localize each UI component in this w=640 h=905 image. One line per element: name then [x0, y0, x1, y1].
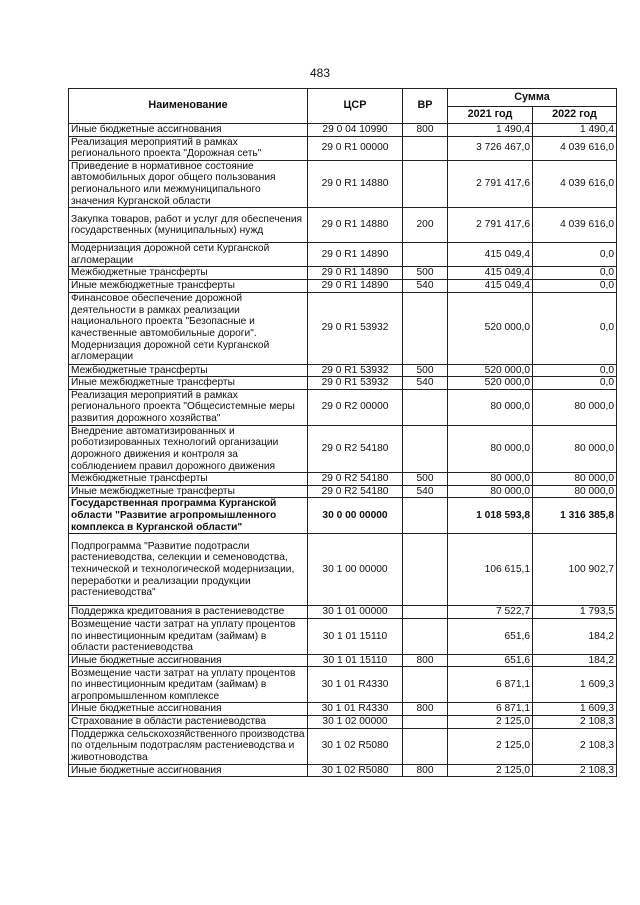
row-amount-2021: 1 018 593,8 — [448, 498, 533, 534]
row-name: Государственная программа Курганской области "Развитие агропромышленного комплекса в Курганской области" — [69, 498, 308, 534]
row-amount-2021: 520 000,0 — [448, 377, 533, 390]
row-vr — [403, 243, 448, 267]
row-csr: 29 0 R2 00000 — [308, 389, 403, 425]
row-amount-2022: 184,2 — [533, 654, 617, 667]
row-csr: 30 1 02 00000 — [308, 716, 403, 729]
row-csr: 29 0 R1 53932 — [308, 364, 403, 377]
row-name: Закупка товаров, работ и услуг для обеспечения государственных (муниципальных) нужд — [69, 208, 308, 243]
row-amount-2022: 0,0 — [533, 279, 617, 292]
row-amount-2021: 6 871,1 — [448, 667, 533, 703]
header-csr: ЦСР — [308, 89, 403, 124]
table-row — [69, 534, 617, 606]
row-amount-2022: 80 000,0 — [533, 425, 617, 472]
row-csr: 30 1 01 R4330 — [308, 667, 403, 703]
row-vr — [403, 292, 448, 364]
row-name: Межбюджетные трансферты — [69, 364, 308, 377]
row-amount-2022: 4 039 616,0 — [533, 208, 617, 243]
row-name: Иные межбюджетные трансферты — [69, 279, 308, 292]
row-amount-2021: 2 125,0 — [448, 716, 533, 729]
header-year-2022: 2022 год — [533, 107, 617, 124]
row-vr — [403, 618, 448, 654]
row-amount-2021: 520 000,0 — [448, 364, 533, 377]
table-row — [69, 425, 617, 472]
row-csr: 29 0 R1 53932 — [308, 377, 403, 390]
row-amount-2021: 415 049,4 — [448, 267, 533, 280]
table-row — [69, 667, 617, 703]
row-csr: 30 1 00 00000 — [308, 534, 403, 606]
row-name: Модернизация дорожной сети Курганской агломерации — [69, 243, 308, 267]
row-csr: 29 0 R1 00000 — [308, 136, 403, 160]
row-csr: 30 1 01 00000 — [308, 606, 403, 619]
row-vr: 500 — [403, 364, 448, 377]
header-year-2021: 2021 год — [448, 107, 533, 124]
row-name: Приведение в нормативное состояние автомобильных дорог общего пользования регионального или межмуниципального значения Курганской области — [69, 160, 308, 207]
page-number: 483 — [309, 66, 331, 80]
row-name: Внедрение автоматизированных и роботизированных технологий организации дорожного движения и контроля за соблюдением правил дорожного движения — [69, 425, 308, 472]
row-vr — [403, 160, 448, 207]
row-vr — [403, 606, 448, 619]
table-row — [69, 208, 617, 243]
table-row — [69, 136, 617, 160]
row-name: Иные бюджетные ассигнования — [69, 703, 308, 716]
row-name: Поддержка сельскохозяйственного производства по отдельным подотраслям растениеводства и животноводства — [69, 728, 308, 764]
row-csr: 29 0 R1 14890 — [308, 267, 403, 280]
row-name: Иные межбюджетные трансферты — [69, 377, 308, 390]
row-amount-2022: 1 793,5 — [533, 606, 617, 619]
row-amount-2022: 4 039 616,0 — [533, 136, 617, 160]
row-amount-2021: 106 615,1 — [448, 534, 533, 606]
row-amount-2022: 1 609,3 — [533, 667, 617, 703]
row-amount-2022: 4 039 616,0 — [533, 160, 617, 207]
row-vr: 200 — [403, 208, 448, 243]
row-name: Подпрограмма "Развитие подотрасли растениеводства, селекции и семеноводства, технической и технологической модернизации, переработки и реализации продукции растениеводства" — [69, 534, 308, 606]
row-name: Иные межбюджетные трансферты — [69, 485, 308, 498]
row-amount-2022: 2 108,3 — [533, 728, 617, 764]
table-row — [69, 618, 617, 654]
row-csr: 30 1 01 15110 — [308, 618, 403, 654]
row-vr — [403, 728, 448, 764]
row-amount-2022: 2 108,3 — [533, 716, 617, 729]
row-amount-2022: 80 000,0 — [533, 473, 617, 486]
row-csr: 30 1 01 15110 — [308, 654, 403, 667]
row-amount-2022: 1 490,4 — [533, 124, 617, 137]
row-csr: 29 0 R1 14890 — [308, 279, 403, 292]
row-vr: 500 — [403, 267, 448, 280]
row-amount-2022: 0,0 — [533, 243, 617, 267]
table-row — [69, 389, 617, 425]
row-amount-2021: 80 000,0 — [448, 485, 533, 498]
table-body — [69, 124, 617, 777]
row-amount-2021: 2 125,0 — [448, 764, 533, 777]
row-name: Иные бюджетные ассигнования — [69, 124, 308, 137]
row-csr: 29 0 04 10990 — [308, 124, 403, 137]
row-name: Страхование в области растениеводства — [69, 716, 308, 729]
row-amount-2022: 80 000,0 — [533, 485, 617, 498]
row-vr: 540 — [403, 279, 448, 292]
row-amount-2022: 0,0 — [533, 267, 617, 280]
row-csr: 29 0 R2 54180 — [308, 485, 403, 498]
header-vr: ВР — [403, 89, 448, 124]
table-row — [69, 279, 617, 292]
row-amount-2021: 415 049,4 — [448, 279, 533, 292]
row-csr: 29 0 R2 54180 — [308, 425, 403, 472]
row-amount-2021: 7 522,7 — [448, 606, 533, 619]
row-name: Реализация мероприятий в рамках регионального проекта "Общесистемные меры развития дорожного хозяйства" — [69, 389, 308, 425]
row-vr — [403, 716, 448, 729]
row-name: Иные бюджетные ассигнования — [69, 654, 308, 667]
row-amount-2022: 0,0 — [533, 377, 617, 390]
row-amount-2021: 6 871,1 — [448, 703, 533, 716]
row-amount-2022: 80 000,0 — [533, 389, 617, 425]
row-vr: 540 — [403, 485, 448, 498]
row-name: Поддержка кредитования в растениеводстве — [69, 606, 308, 619]
row-name: Финансовое обеспечение дорожной деятельности в рамках реализации национального проекта "Безопасные и качественные автомобильные дороги". Модернизация дорожной сети Курганской агломерации — [69, 292, 308, 364]
header-name: Наименование — [69, 89, 308, 124]
table-row — [69, 160, 617, 207]
table-row — [69, 377, 617, 390]
header-sum: Сумма — [448, 89, 617, 107]
row-csr: 29 0 R1 14880 — [308, 208, 403, 243]
row-vr: 500 — [403, 473, 448, 486]
row-vr: 800 — [403, 764, 448, 777]
table-row — [69, 243, 617, 267]
row-csr: 30 1 02 R5080 — [308, 728, 403, 764]
row-name: Межбюджетные трансферты — [69, 473, 308, 486]
row-vr — [403, 425, 448, 472]
table-row — [69, 267, 617, 280]
table-row — [69, 654, 617, 667]
row-csr: 29 0 R2 54180 — [308, 473, 403, 486]
row-amount-2022: 2 108,3 — [533, 764, 617, 777]
row-vr: 800 — [403, 703, 448, 716]
row-amount-2022: 1 609,3 — [533, 703, 617, 716]
table-row — [69, 716, 617, 729]
row-amount-2022: 1 316 385,8 — [533, 498, 617, 534]
table-row — [69, 473, 617, 486]
table-row — [69, 764, 617, 777]
row-amount-2021: 520 000,0 — [448, 292, 533, 364]
table-row — [69, 498, 617, 534]
row-amount-2022: 100 902,7 — [533, 534, 617, 606]
row-amount-2021: 651,6 — [448, 654, 533, 667]
table-row — [69, 606, 617, 619]
row-amount-2021: 651,6 — [448, 618, 533, 654]
row-amount-2021: 2 791 417,6 — [448, 160, 533, 207]
row-name: Возмещение части затрат на уплату процентов по инвестиционным кредитам (займам) в области растениеводства — [69, 618, 308, 654]
table-row — [69, 703, 617, 716]
row-name: Реализация мероприятий в рамках регионального проекта "Дорожная сеть" — [69, 136, 308, 160]
row-amount-2021: 2 791 417,6 — [448, 208, 533, 243]
table-row — [69, 728, 617, 764]
row-amount-2021: 2 125,0 — [448, 728, 533, 764]
row-name: Иные бюджетные ассигнования — [69, 764, 308, 777]
row-vr — [403, 389, 448, 425]
row-vr: 800 — [403, 124, 448, 137]
row-csr: 30 1 01 R4330 — [308, 703, 403, 716]
row-amount-2022: 184,2 — [533, 618, 617, 654]
row-vr: 540 — [403, 377, 448, 390]
row-vr — [403, 667, 448, 703]
row-amount-2022: 0,0 — [533, 292, 617, 364]
row-vr — [403, 534, 448, 606]
row-csr: 30 0 00 00000 — [308, 498, 403, 534]
row-vr — [403, 498, 448, 534]
table-row — [69, 292, 617, 364]
row-csr: 30 1 02 R5080 — [308, 764, 403, 777]
row-vr — [403, 136, 448, 160]
row-name: Возмещение части затрат на уплату процентов по инвестиционным кредитам (займам) в агропромышленном комплексе — [69, 667, 308, 703]
row-amount-2021: 1 490,4 — [448, 124, 533, 137]
row-amount-2022: 0,0 — [533, 364, 617, 377]
row-amount-2021: 80 000,0 — [448, 425, 533, 472]
row-amount-2021: 3 726 467,0 — [448, 136, 533, 160]
row-amount-2021: 80 000,0 — [448, 473, 533, 486]
row-csr: 29 0 R1 14890 — [308, 243, 403, 267]
row-amount-2021: 80 000,0 — [448, 389, 533, 425]
table-row — [69, 364, 617, 377]
row-name: Межбюджетные трансферты — [69, 267, 308, 280]
row-csr: 29 0 R1 53932 — [308, 292, 403, 364]
table-row — [69, 124, 617, 137]
row-vr: 800 — [403, 654, 448, 667]
budget-table — [68, 88, 617, 777]
table-row — [69, 485, 617, 498]
row-csr: 29 0 R1 14880 — [308, 160, 403, 207]
row-amount-2021: 415 049,4 — [448, 243, 533, 267]
